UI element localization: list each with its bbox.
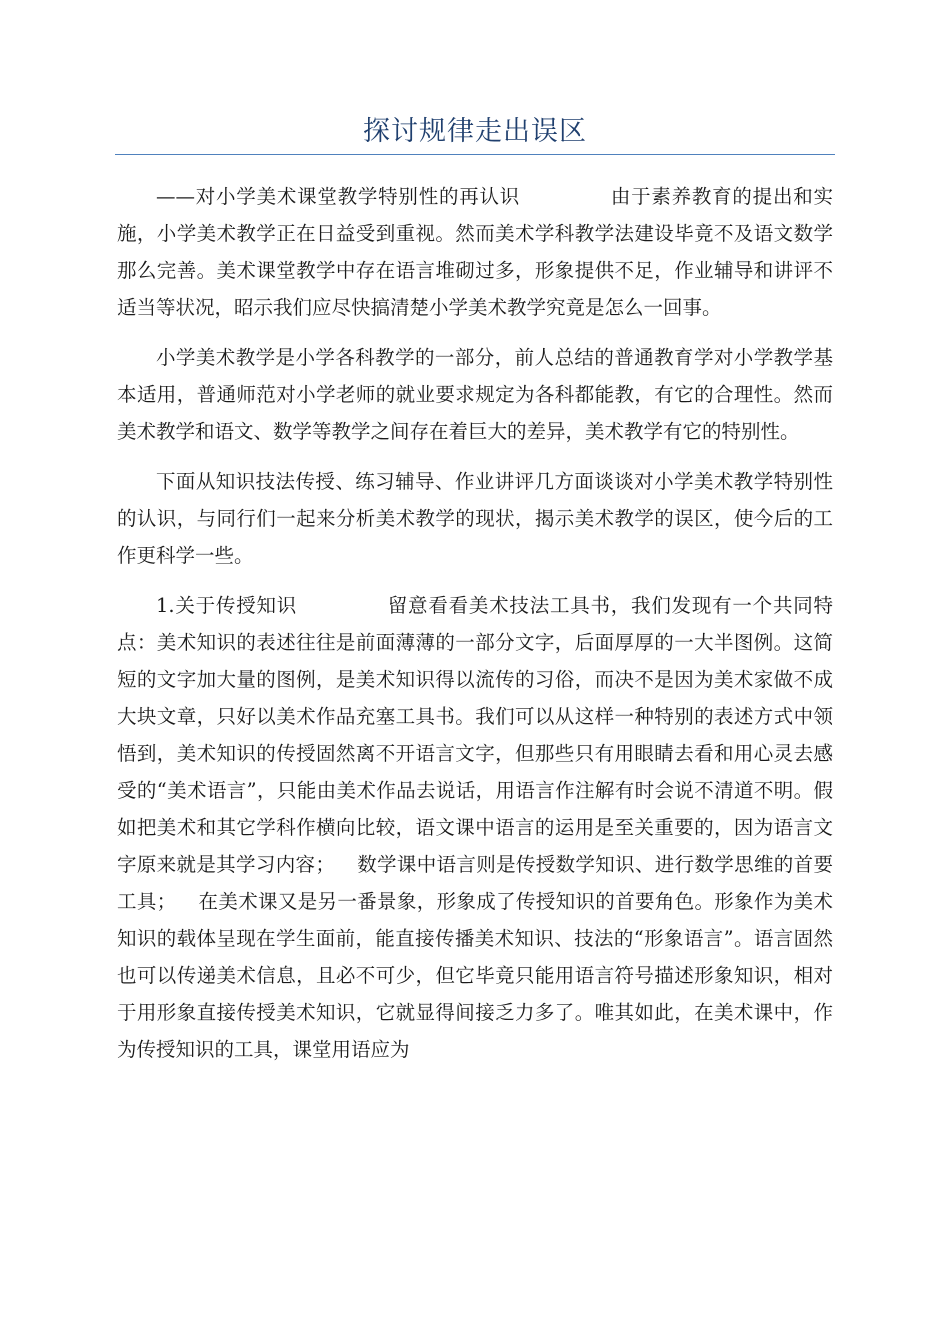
paragraph-3: 下面从知识技法传授、练习辅导、作业讲评几方面谈谈对小学美术教学特别性的认识，与同行们一起来分析美术教学的现状，揭示美术教学的误区，使今后的工作更科学一些。 — [117, 470, 833, 567]
paragraph-4 — [117, 587, 833, 1068]
paragraph-4-text-a: 留意看看美术技法工具书，我们发现有一个共同特点：美术知识的表述往往是前面薄薄的一部分文字，后面厚厚的一大半图例。这简短的文字加大量的图例，是美术知识得以流传的习俗，而决不是因为美术家做不成大块文章，只好以美术作品充塞工具书。我们可以从这样一种特别的表述方式中领悟到，美术知识的传授固然离不开语言文字，但那些只有用眼睛去看和用心灵去感受的“美术语言”，只能由美术作品去说话，用语言作注解有时会说不清道不明。假如把美术和其它学科作横向比较，语文课中语言的运用是至关重要的，因为语言文字原来就是其学习内容； — [117, 594, 833, 876]
paragraph-4-text-c: 在美术课又是另一番景象，形象成了传授知识的首要角色。形象作为美术知识的载体呈现在学生面前，能直接传播美术知识、技法的“形象语言”。语言固然也可以传递美术信息，且必不可少，但它毕竟只能用语言符号描述形象知识，相对于用形象直接传授美术知识，它就显得间接乏力多了。唯其如此，在美术课中，作为传授知识的工具，课堂用语应为 — [117, 890, 833, 1061]
title-underline — [115, 154, 835, 155]
document-body — [117, 178, 833, 1081]
document-title: 探讨规律走出误区 — [363, 116, 587, 147]
subtitle-text: ——对小学美术课堂教学特别性的再认识 — [156, 185, 521, 208]
paragraph-intro — [117, 178, 833, 326]
paragraph-intro-text: 由于素养教育的提出和实施，小学美术教学正在日益受到重视。然而美术学科教学法建设毕竟不及语文数学那么完善。美术课堂教学中存在语言堆砌过多，形象提供不足，作业辅导和讲评不适当等状况，昭示我们应尽快搞清楚小学美术教学究竟是怎么一回事。 — [117, 185, 833, 319]
paragraph-2: 小学美术教学是小学各科教学的一部分，前人总结的普通教育学对小学教学基本适用，普通师范对小学老师的就业要求规定为各科都能教，有它的合理性。然而美术教学和语文、数学等教学之间存在着巨大的差异，美术教学有它的特别性。 — [117, 346, 833, 443]
section-heading-1: 1.关于传授知识 — [156, 594, 298, 617]
paragraph-4-text-b: 数学课中语言则是传授数学知识、进行数学思维的首要工具； — [117, 853, 833, 913]
